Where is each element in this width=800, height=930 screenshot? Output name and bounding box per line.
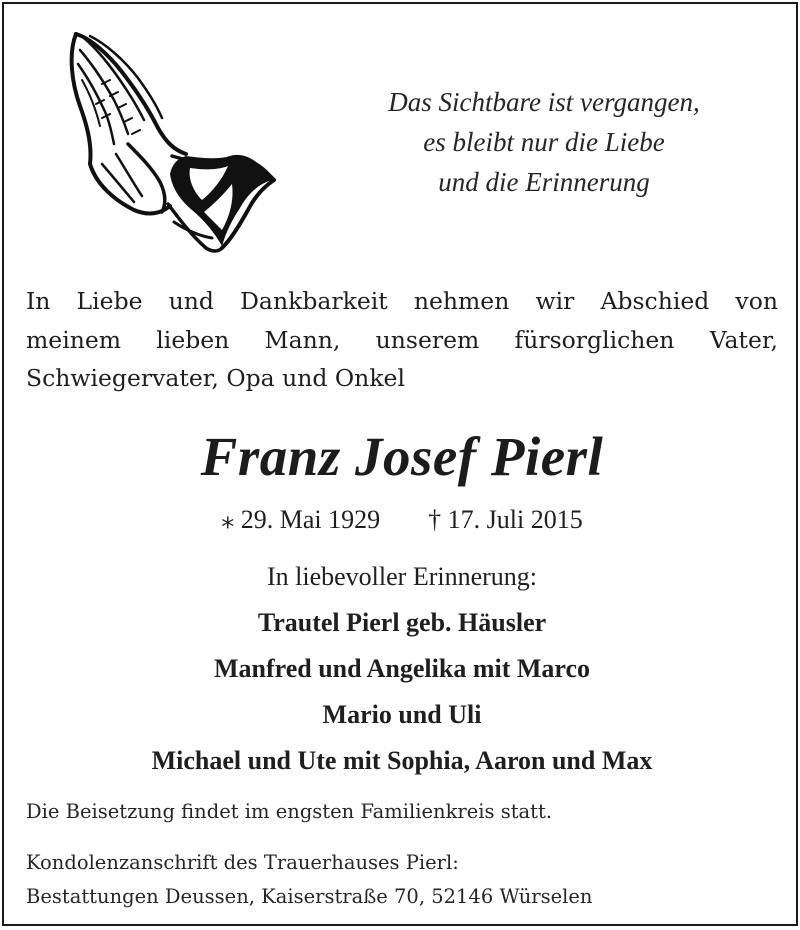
intro-text [26, 282, 778, 398]
verse-line: Das Sichtbare ist vergangen, [388, 87, 700, 117]
condolence-address-line: Bestattungen Deussen, Kaiserstraße 70, 52146 Würselen [26, 885, 593, 908]
verse-line: und die Erinnerung [438, 167, 650, 197]
verse [334, 82, 754, 202]
intro-line: Schwiegervater, Opa und Onkel [26, 364, 405, 392]
mourner-name: Michael und Ute mit Sophia, Aaron und Max [151, 746, 653, 775]
burial-note: Die Beisetzung findet im engsten Familienkreis statt. [26, 800, 553, 823]
mourner-name: Manfred und Angelika mit Marco [213, 654, 591, 683]
mourners-list [4, 600, 800, 784]
praying-hands-icon [62, 24, 276, 259]
verse-line: es bleibt nur die Liebe [423, 127, 665, 157]
condolence-label: Kondolenzanschrift des Trauerhauses Pierl: [26, 851, 459, 874]
condolence-address [26, 846, 786, 914]
life-dates [4, 502, 800, 538]
death-date: † 17. Juli 2015 [428, 505, 583, 534]
deceased-name: Franz Josef Pierl [200, 426, 604, 487]
mourners-heading: In liebevoller Erinnerung: [266, 562, 538, 591]
mourner-name: Mario und Uli [322, 700, 482, 729]
intro-line: In Liebe und Dankbarkeit nehmen wir Abschied von [26, 287, 778, 315]
obituary-notice [2, 2, 798, 926]
birth-date: ⁎ 29. Mai 1929 [221, 505, 381, 534]
intro-line: meinem lieben Mann, unserem fürsorglichen Vater, [26, 325, 778, 354]
mourner-name: Trautel Pierl geb. Häusler [257, 608, 547, 637]
